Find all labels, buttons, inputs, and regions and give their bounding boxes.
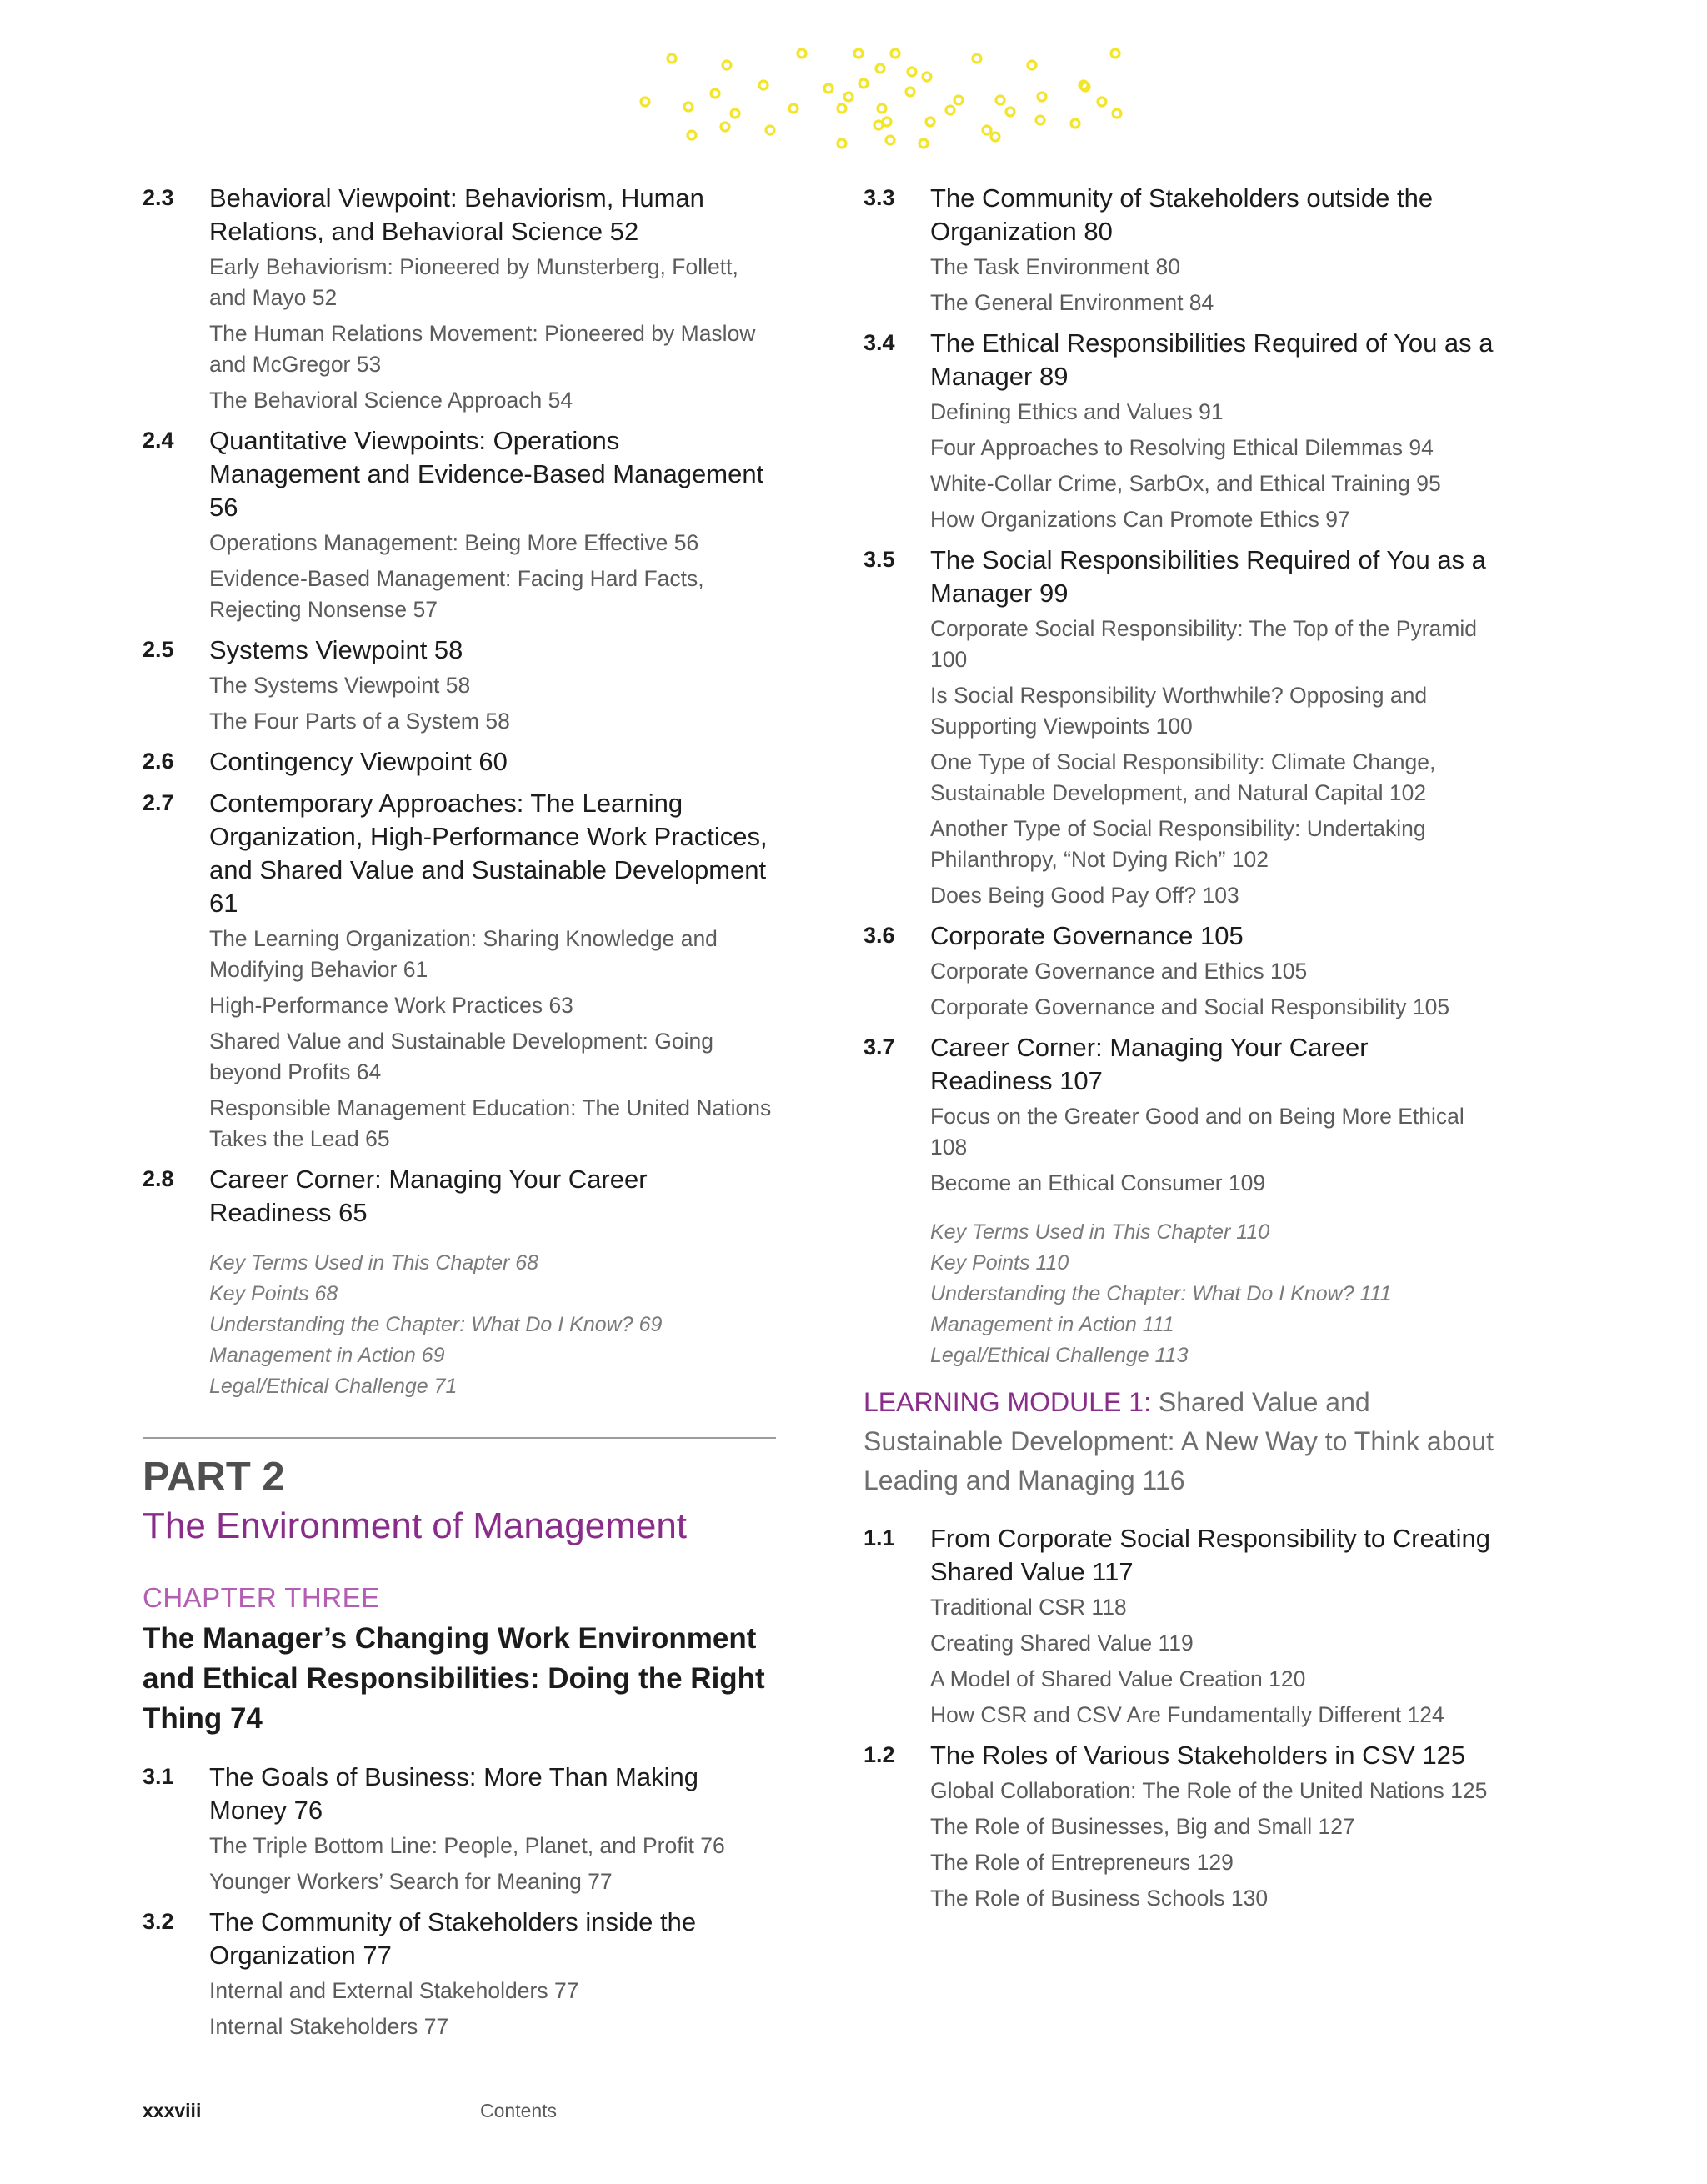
subsection-entry: Operations Management: Being More Effective 56 (209, 530, 699, 555)
decorative-dot (891, 49, 899, 58)
decorative-dot (883, 118, 891, 126)
decorative-dot-pattern (0, 0, 1707, 167)
section-number: 2.6 (143, 749, 174, 774)
toc-section (143, 1761, 776, 1897)
chapter-extra-item: Management in Action 111 (930, 1313, 1174, 1336)
toc-section (864, 1031, 1497, 1199)
decorative-dot (854, 49, 863, 58)
section-title: Career Corner: Managing Your Career Readiness 65 (209, 1165, 648, 1227)
subsection-entry: Internal Stakeholders 77 (209, 2014, 449, 2039)
chapter-extra-item: Key Terms Used in This Chapter 68 (209, 1251, 539, 1275)
subsection-entry: White-Collar Crime, SarbOx, and Ethical Training 95 (930, 471, 1441, 496)
section-title: The Goals of Business: More Than Making Money 76 (209, 1762, 698, 1825)
chapter-extra-item: Key Points 68 (209, 1282, 338, 1305)
subsection-entry: Corporate Social Responsibility: The Top of the Pyramid 100 (930, 616, 1477, 672)
section-number: 3.5 (864, 547, 895, 572)
page-number: xxxviii (143, 2100, 202, 2121)
page-footer (143, 2100, 558, 2122)
subsection-entry: The Systems Viewpoint 58 (209, 673, 471, 698)
decorative-dot (844, 93, 853, 101)
decorative-dot (923, 73, 931, 81)
toc-section (864, 1522, 1497, 1731)
section-number: 2.3 (143, 185, 174, 210)
subsection-entry: Corporate Governance and Social Responsibility 105 (930, 994, 1450, 1019)
decorative-dot (1028, 61, 1036, 69)
decorative-dot (919, 139, 928, 148)
decorative-dot (641, 98, 649, 106)
subsection-entry: The General Environment 84 (930, 290, 1214, 315)
part-label: PART 2 (143, 1455, 285, 1500)
subsection-entry: How CSR and CSV Are Fundamentally Different 124 (930, 1702, 1444, 1727)
decorative-dot (668, 54, 676, 63)
toc-section (143, 1163, 776, 1230)
subsection-entry: High-Performance Work Practices 63 (209, 993, 573, 1018)
decorative-dot (886, 136, 894, 144)
chapter-extra-item: Legal/Ethical Challenge 71 (209, 1375, 458, 1398)
decorative-dot (838, 104, 846, 113)
section-title: From Corporate Social Responsibility to Creating Shared Value 117 (930, 1524, 1490, 1586)
subsection-entry: Become an Ethical Consumer 109 (930, 1170, 1266, 1195)
section-title: Contemporary Approaches: The Learning Organization, High-Performance Work Practices, and Shared Value and Sustainable Development 61 (209, 789, 768, 918)
section-title: The Community of Stakeholders inside the Organization 77 (209, 1907, 697, 1970)
section-title: Career Corner: Managing Your Career Readiness 107 (930, 1033, 1369, 1095)
decorative-dot (684, 103, 693, 111)
subsection-entry: One Type of Social Responsibility: Climate Change, Sustainable Development, and Natural Capital 102 (930, 749, 1436, 805)
chapter-extra-item: Key Points 110 (930, 1251, 1069, 1275)
chapter-extra-item: Management in Action 69 (209, 1344, 445, 1367)
subsection-entry: The Triple Bottom Line: People, Planet, and Profit 76 (209, 1833, 725, 1858)
decorative-dot (838, 139, 846, 148)
decorative-dot (688, 131, 696, 139)
section-number: 2.4 (143, 428, 174, 453)
decorative-dot (996, 96, 1004, 104)
section-number: 2.7 (143, 790, 174, 815)
section-title: Systems Viewpoint 58 (209, 635, 463, 664)
learning-module-label: LEARNING MODULE 1: (864, 1387, 1151, 1417)
chapter-extras (143, 1248, 776, 1402)
subsection-entry: The Human Relations Movement: Pioneered by Maslow and McGregor 53 (209, 321, 756, 377)
subsection-entry: Shared Value and Sustainable Development: Going beyond Profits 64 (209, 1029, 713, 1084)
subsection-entry: The Task Environment 80 (930, 254, 1181, 279)
subsection-entry: Responsible Management Education: The United Nations Takes the Lead 65 (209, 1095, 772, 1151)
decorative-dot (859, 79, 868, 88)
subsection-entry: Younger Workers’ Search for Meaning 77 (209, 1869, 613, 1894)
section-title: Corporate Governance 105 (930, 921, 1244, 950)
subsection-entry: The Learning Organization: Sharing Knowledge and Modifying Behavior 61 (209, 926, 718, 982)
decorative-dot (1098, 98, 1106, 106)
subsection-entry: The Role of Entrepreneurs 129 (930, 1850, 1234, 1875)
section-title: The Social Responsibilities Required of You as a Manager 99 (930, 545, 1486, 608)
decorative-dot (1006, 108, 1014, 116)
section-number: 3.2 (143, 1909, 174, 1934)
section-number: 3.4 (864, 330, 895, 355)
decorative-dot (878, 104, 886, 113)
section-number: 2.5 (143, 637, 174, 662)
subsection-entry: Internal and External Stakeholders 77 (209, 1978, 579, 2003)
toc-section (143, 424, 776, 625)
decorative-dot (906, 88, 914, 96)
section-title: The Community of Stakeholders outside the Organization 80 (930, 183, 1434, 246)
toc-section (864, 1739, 1497, 1914)
toc-section (143, 1906, 776, 2042)
toc-section (143, 182, 776, 416)
decorative-dot (1111, 49, 1119, 58)
decorative-dot (798, 49, 806, 58)
subsection-entry: Evidence-Based Management: Facing Hard Facts, Rejecting Nonsense 57 (209, 566, 704, 622)
chapter-extras (864, 1217, 1497, 1371)
section-list (864, 182, 1497, 1199)
section-number: 1.1 (864, 1525, 895, 1550)
chapter-extra-item: Key Terms Used in This Chapter 110 (930, 1220, 1270, 1244)
section-number: 3.3 (864, 185, 895, 210)
learning-module-heading (864, 1383, 1497, 1500)
decorative-dot (1081, 83, 1089, 91)
section-title: Behavioral Viewpoint: Behaviorism, Human Relations, and Behavioral Science 52 (209, 183, 704, 246)
running-head: Contents (480, 2100, 558, 2121)
subsection-entry: Defining Ethics and Values 91 (930, 399, 1224, 424)
part-divider (143, 1437, 776, 1439)
subsection-entry: A Model of Shared Value Creation 120 (930, 1666, 1306, 1691)
decorative-dot (759, 81, 768, 89)
section-title: The Ethical Responsibilities Required of You as a Manager 89 (930, 328, 1494, 391)
decorative-dot (1113, 109, 1121, 118)
decorative-dot (973, 54, 981, 63)
decorative-dot (731, 109, 739, 118)
decorative-dot (1036, 116, 1044, 124)
section-number: 3.6 (864, 923, 895, 948)
chapter-label: CHAPTER THREE (143, 1582, 380, 1613)
section-number: 3.1 (143, 1764, 174, 1789)
subsection-entry: How Organizations Can Promote Ethics 97 (930, 507, 1350, 532)
subsection-entry: Does Being Good Pay Off? 103 (930, 883, 1239, 908)
decorative-dot (946, 106, 954, 114)
subsection-entry: The Four Parts of a System 58 (209, 709, 510, 734)
section-list (864, 1522, 1497, 1914)
section-number: 3.7 (864, 1034, 895, 1059)
section-number: 2.8 (143, 1166, 174, 1191)
section-list (143, 182, 776, 1230)
left-column (143, 182, 776, 2042)
decorative-dot (723, 61, 731, 69)
decorative-dot (789, 104, 798, 113)
section-title: The Roles of Various Stakeholders in CSV 125 (930, 1741, 1466, 1770)
toc-section (143, 745, 776, 779)
subsection-entry: Early Behaviorism: Pioneered by Munsterberg, Follett, and Mayo 52 (209, 254, 738, 310)
decorative-dot (1071, 119, 1079, 128)
learning-module-title: Shared Value and Sustainable Development: A New Way to Think about Leading and Managing 116 (864, 1387, 1494, 1495)
toc-section (864, 543, 1497, 911)
section-list (143, 1761, 776, 2042)
subsection-entry: Traditional CSR 118 (930, 1595, 1127, 1620)
toc-section (143, 787, 776, 1155)
chapter-title: The Manager’s Changing Work Environment and Ethical Responsibilities: Doing the Right Thing 74 (143, 1622, 765, 1735)
subsection-entry: The Role of Business Schools 130 (930, 1886, 1269, 1911)
subsection-entry: Creating Shared Value 119 (930, 1630, 1194, 1656)
subsection-entry: Another Type of Social Responsibility: Undertaking Philanthropy, “Not Dying Rich” 102 (930, 816, 1426, 872)
right-column (864, 182, 1497, 1914)
subsection-entry: Four Approaches to Resolving Ethical Dilemmas 94 (930, 435, 1434, 460)
decorative-dot (1038, 93, 1046, 101)
subsection-entry: Is Social Responsibility Worthwhile? Opposing and Supporting Viewpoints 100 (930, 683, 1428, 739)
toc-section (864, 919, 1497, 1023)
toc-section (864, 327, 1497, 535)
decorative-dot (908, 68, 916, 76)
section-title: Contingency Viewpoint 60 (209, 747, 508, 776)
subsection-entry: The Behavioral Science Approach 54 (209, 388, 573, 413)
decorative-dot (824, 84, 833, 93)
decorative-dot (991, 133, 999, 141)
decorative-dot (983, 126, 991, 134)
subsection-entry: Corporate Governance and Ethics 105 (930, 959, 1308, 984)
toc-section (143, 634, 776, 737)
decorative-dot (926, 118, 934, 126)
decorative-dot (766, 126, 774, 134)
chapter-extra-item: Understanding the Chapter: What Do I Know? 111 (930, 1282, 1392, 1305)
part-title: The Environment of Management (143, 1505, 688, 1546)
decorative-dot (711, 89, 719, 98)
chapter-extra-item: Understanding the Chapter: What Do I Know? 69 (209, 1313, 663, 1336)
chapter-extra-item: Legal/Ethical Challenge 113 (930, 1344, 1189, 1367)
section-title: Quantitative Viewpoints: Operations Management and Evidence-Based Management 56 (209, 426, 764, 522)
subsection-entry: Focus on the Greater Good and on Being More Ethical 108 (930, 1104, 1464, 1160)
decorative-dot (954, 96, 963, 104)
subsection-entry: The Role of Businesses, Big and Small 127 (930, 1814, 1355, 1839)
section-number: 1.2 (864, 1742, 895, 1767)
decorative-dot (876, 64, 884, 73)
toc-section (864, 182, 1497, 318)
decorative-dot (721, 123, 729, 131)
subsection-entry: Global Collaboration: The Role of the United Nations 125 (930, 1778, 1488, 1803)
